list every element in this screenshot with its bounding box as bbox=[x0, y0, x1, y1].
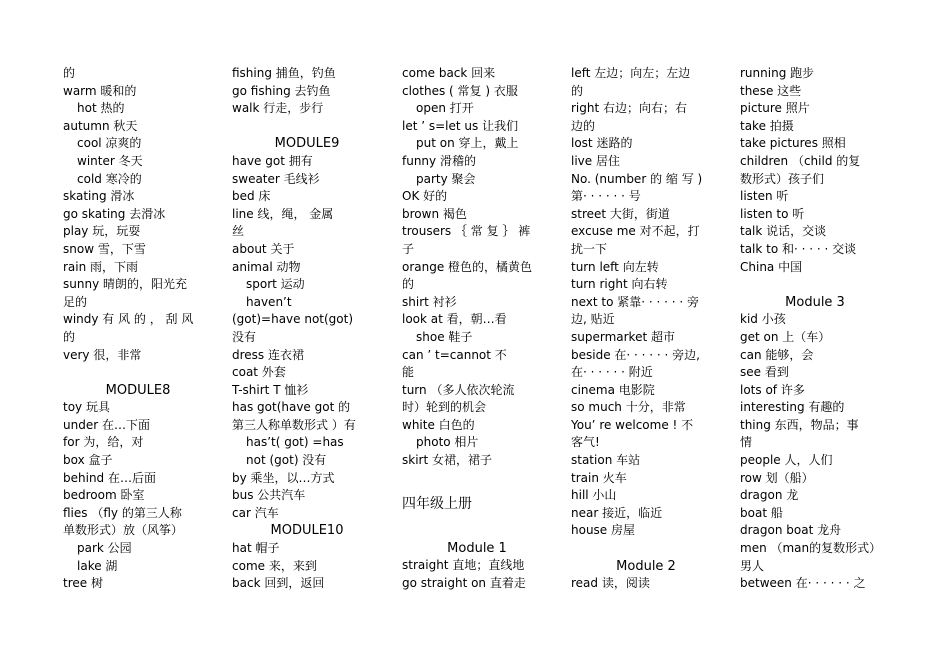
vocab-line: 边的 bbox=[571, 118, 596, 133]
module-heading: Module 3 bbox=[785, 294, 845, 310]
vocab-column-1 bbox=[63, 65, 213, 593]
vocab-line: fishing 捕鱼，钓鱼 bbox=[232, 66, 336, 80]
vocab-line: row 划（船） bbox=[740, 470, 814, 485]
vocab-line: 第· · · · · · 号 bbox=[571, 189, 641, 204]
vocab-line: interesting 有趣的 bbox=[740, 400, 845, 415]
vocab-line: children （child 的复 bbox=[740, 153, 861, 168]
vocab-line: 的 bbox=[402, 277, 415, 292]
vocab-line: bus 公共汽车 bbox=[232, 488, 306, 503]
vocab-line: 子 bbox=[402, 241, 415, 256]
module-heading: Module 2 bbox=[616, 558, 676, 574]
vocab-line: 能 bbox=[402, 365, 415, 380]
vocab-line: take pictures 照相 bbox=[740, 136, 846, 151]
vocab-line: orange 橙色的，橘黄色 bbox=[402, 259, 533, 274]
vocab-column-5 bbox=[740, 65, 890, 593]
vocab-line: excuse me 对不起，打 bbox=[571, 224, 700, 239]
vocab-line: house 房屋 bbox=[571, 523, 636, 538]
vocab-line: bed 床 bbox=[232, 189, 271, 204]
vocab-line: people 人，人们 bbox=[740, 453, 833, 468]
vocab-column-4 bbox=[571, 65, 721, 593]
vocab-line: straight 直地；直线地 bbox=[402, 558, 525, 573]
vocab-line: let ’ s=let us 让我们 bbox=[402, 118, 519, 133]
vocab-line: train 火车 bbox=[571, 470, 627, 485]
vocab-line: clothes ( 常复 ) 衣服 bbox=[402, 83, 518, 98]
vocab-line: autumn 秋天 bbox=[63, 118, 138, 133]
vocab-line: No. (number 的 缩 写 ) bbox=[571, 171, 703, 186]
vocab-line: about 关于 bbox=[232, 241, 295, 256]
vocab-line: shoe 鞋子 bbox=[416, 329, 473, 344]
vocab-line: station 车站 bbox=[571, 453, 641, 468]
vocab-line: turn left 向左转 bbox=[571, 259, 659, 274]
vocab-line: animal 动物 bbox=[232, 259, 301, 274]
vocab-line: can ’ t=cannot 不 bbox=[402, 347, 507, 362]
vocab-line: right 右边；向右；右 bbox=[571, 101, 688, 116]
vocab-line: these 这些 bbox=[740, 83, 802, 98]
vocab-line: cinema 电影院 bbox=[571, 382, 655, 397]
vocab-line: skating 滑冰 bbox=[63, 189, 135, 204]
vocab-line: bedroom 卧室 bbox=[63, 488, 145, 503]
vocab-line: lost 迷路的 bbox=[571, 136, 633, 151]
vocab-line: brown 褐色 bbox=[402, 206, 467, 221]
vocab-line: winter 冬天 bbox=[77, 153, 143, 168]
vocab-line: cool 凉爽的 bbox=[77, 136, 142, 151]
vocab-line: can 能够，会 bbox=[740, 347, 814, 362]
vocab-line: not (got) 没有 bbox=[246, 453, 327, 468]
vocab-line: see 看到 bbox=[740, 365, 789, 380]
vocab-line: live 居住 bbox=[571, 153, 620, 168]
vocab-line: for 为，给，对 bbox=[63, 435, 144, 450]
vocab-line: China 中国 bbox=[740, 259, 803, 274]
vocab-line: coat 外套 bbox=[232, 365, 286, 380]
vocab-line: 扰一下 bbox=[571, 241, 608, 256]
vocab-line: sweater 毛线衫 bbox=[232, 171, 320, 186]
vocab-line: near 接近，临近 bbox=[571, 505, 663, 520]
vocab-line: T-shirt T 恤衫 bbox=[232, 382, 309, 397]
vocab-line: 丝 bbox=[232, 224, 245, 239]
vocab-line: shirt 衬衫 bbox=[402, 294, 457, 309]
vocab-line: get on 上（车） bbox=[740, 329, 831, 344]
module-heading: MODULE8 bbox=[105, 382, 171, 398]
vocab-line: talk 说话，交谈 bbox=[740, 224, 827, 239]
vocab-line: 足的 bbox=[63, 294, 88, 309]
vocab-line: put on 穿上，戴上 bbox=[416, 136, 519, 151]
vocab-line: sunny 晴朗的，阳光充 bbox=[63, 277, 187, 292]
vocab-line: kid 小孩 bbox=[740, 312, 786, 327]
vocab-line: skirt 女裙，裙子 bbox=[402, 453, 492, 468]
vocab-line: so much 十分，非常 bbox=[571, 400, 686, 415]
vocab-line: between 在· · · · · · 之 bbox=[740, 576, 866, 591]
vocab-line: tree 树 bbox=[63, 576, 103, 591]
vocab-line: trousers ｛ 常 复 ｝ 裤 bbox=[402, 224, 531, 239]
vocab-line: play 玩，玩耍 bbox=[63, 224, 141, 239]
vocab-line: 情 bbox=[740, 435, 753, 450]
vocab-line: hill 小山 bbox=[571, 488, 617, 503]
vocab-line: listen 听 bbox=[740, 189, 789, 204]
vocab-line: hot 热的 bbox=[77, 101, 125, 116]
vocab-line: open 打开 bbox=[416, 101, 474, 116]
vocab-line: has got(have got 的 bbox=[232, 400, 351, 415]
vocab-line: go straight on 直着走 bbox=[402, 576, 526, 591]
vocab-line: thing 东西，物品；事 bbox=[740, 417, 859, 432]
vocab-line: (got)=have not(got) bbox=[232, 312, 354, 327]
vocab-line: has’t( got) =has bbox=[246, 435, 344, 450]
vocab-line: turn （多人依次轮流 bbox=[402, 382, 515, 397]
vocab-line: picture 照片 bbox=[740, 101, 810, 116]
vocab-line: come 来，来到 bbox=[232, 558, 317, 573]
vocab-line: left 左边；向左；左边 bbox=[571, 66, 691, 80]
vocab-line: sport 运动 bbox=[246, 277, 305, 292]
vocab-line: 在· · · · · · 附近 bbox=[571, 365, 653, 380]
vocab-line: park 公园 bbox=[77, 541, 132, 556]
vocab-line: haven’t bbox=[246, 294, 292, 309]
vocab-line: read 读，阅读 bbox=[571, 576, 650, 591]
vocab-line: flies （fly 的第三人称 bbox=[63, 505, 182, 520]
vocab-line: lots of 许多 bbox=[740, 382, 805, 397]
vocab-line: funny 滑稽的 bbox=[402, 153, 476, 168]
vocab-line: line 线，绳， 金属 bbox=[232, 206, 334, 221]
vocab-line: hat 帽子 bbox=[232, 541, 280, 556]
vocab-line: walk 行走，步行 bbox=[232, 101, 324, 116]
vocab-line: car 汽车 bbox=[232, 505, 279, 520]
vocab-line: snow 雪，下雪 bbox=[63, 241, 146, 256]
vocab-line: come back 回来 bbox=[402, 66, 496, 80]
vocab-line: talk to 和· · · · · 交谈 bbox=[740, 241, 857, 256]
vocab-line: back 回到，返回 bbox=[232, 576, 325, 591]
vocab-line: behind 在…后面 bbox=[63, 470, 156, 485]
vocab-line: photo 相片 bbox=[416, 435, 479, 450]
vocab-line: 单数形式）放（风筝） bbox=[63, 523, 184, 538]
vocab-line: lake 湖 bbox=[77, 558, 118, 573]
vocab-line: dragon 龙 bbox=[740, 488, 799, 503]
vocab-line: 的 bbox=[63, 66, 76, 80]
vocab-line: listen to 听 bbox=[740, 206, 805, 221]
vocab-line: 第三人称单数形式 ）有 bbox=[232, 417, 356, 432]
vocab-line: dragon boat 龙舟 bbox=[740, 523, 842, 538]
vocab-line: street 大街，街道 bbox=[571, 206, 670, 221]
module-heading: Module 1 bbox=[447, 540, 507, 556]
vocab-line: look at 看，朝…看 bbox=[402, 312, 507, 327]
vocab-line: You’ re welcome ! 不 bbox=[571, 417, 694, 432]
vocab-line: 的 bbox=[571, 83, 584, 98]
vocab-line: toy 玩具 bbox=[63, 400, 110, 415]
vocab-line: supermarket 超市 bbox=[571, 329, 675, 344]
vocab-line: 数形式）孩子们 bbox=[740, 171, 825, 186]
vocab-line: under 在…下面 bbox=[63, 417, 150, 432]
vocab-column-3 bbox=[402, 65, 552, 593]
vocab-line: go skating 去滑冰 bbox=[63, 206, 166, 221]
vocab-column-2 bbox=[232, 65, 382, 593]
vocab-line: running 跑步 bbox=[740, 66, 815, 80]
vocab-line: cold 寒冷的 bbox=[77, 171, 142, 186]
vocab-line: dress 连衣裙 bbox=[232, 347, 304, 362]
vocab-line: windy 有 风 的 ， 刮 风 bbox=[63, 312, 194, 327]
vocab-line: 的 bbox=[63, 329, 76, 344]
vocab-line: box 盒子 bbox=[63, 453, 113, 468]
grade-heading: 四年级上册 bbox=[402, 496, 472, 513]
vocab-line: white 白色的 bbox=[402, 417, 475, 432]
vocab-line: OK 好的 bbox=[402, 189, 448, 204]
module-heading: MODULE10 bbox=[270, 523, 344, 539]
vocab-line: 客气! bbox=[571, 435, 600, 450]
module-heading: MODULE9 bbox=[274, 136, 340, 152]
vocab-line: by 乘坐，以…方式 bbox=[232, 470, 335, 485]
vocab-line: very 很，非常 bbox=[63, 347, 142, 362]
vocab-line: warm 暖和的 bbox=[63, 83, 137, 98]
vocab-line: go fishing 去钓鱼 bbox=[232, 83, 331, 98]
vocab-line: party 聚会 bbox=[416, 171, 476, 186]
vocab-line: turn right 向右转 bbox=[571, 277, 668, 292]
vocab-line: take 拍摄 bbox=[740, 118, 794, 133]
vocab-line: 边, 贴近 bbox=[571, 312, 615, 327]
vocab-line: boat 船 bbox=[740, 505, 783, 520]
vocab-line: 时）轮到的机会 bbox=[402, 400, 487, 415]
vocab-line: 男人 bbox=[740, 558, 765, 573]
vocab-line: have got 拥有 bbox=[232, 153, 313, 168]
vocab-line: beside 在· · · · · · 旁边, bbox=[571, 347, 700, 362]
vocab-line: rain 雨，下雨 bbox=[63, 259, 139, 274]
vocab-line: 没有 bbox=[232, 329, 257, 344]
vocab-line: men （man的复数形式） bbox=[740, 541, 882, 556]
vocab-line: next to 紧靠· · · · · · 旁 bbox=[571, 294, 700, 309]
